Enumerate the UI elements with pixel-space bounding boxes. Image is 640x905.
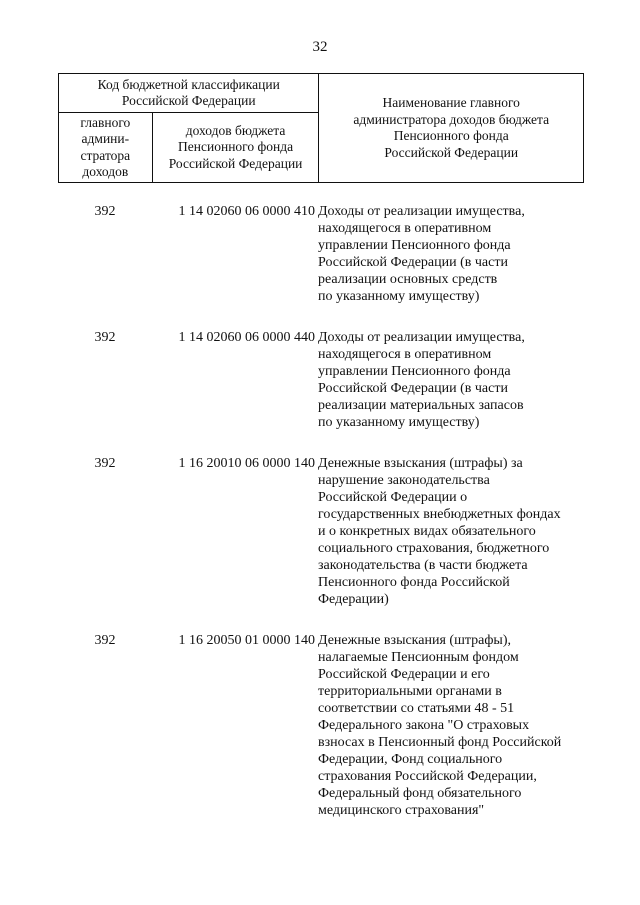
classification-title-line: Код бюджетной классификации bbox=[97, 76, 280, 92]
description-line: управлении Пенсионного фонда bbox=[318, 238, 511, 253]
description-line: по указанному имуществу) bbox=[318, 289, 480, 304]
description-line: реализации основных средств bbox=[318, 272, 498, 287]
row-description bbox=[318, 329, 586, 431]
admin-header-line: стратора bbox=[80, 147, 131, 163]
description-line: налагаемые Пенсионным фондом bbox=[318, 650, 519, 665]
name-header-line: Российской Федерации bbox=[384, 144, 519, 160]
description-line: страхования Российской Федерации, bbox=[318, 769, 537, 784]
description-line: Доходы от реализации имущества, bbox=[318, 330, 525, 345]
description-line: Российской Федерации о bbox=[318, 490, 468, 505]
income-rows bbox=[0, 203, 640, 843]
description-line: Денежные взыскания (штрафы) за bbox=[318, 456, 523, 471]
income-code: 1 14 02060 06 0000 410 bbox=[178, 204, 315, 219]
admin-header-line: доходов bbox=[82, 164, 129, 179]
income-code: 1 16 20010 06 0000 140 bbox=[178, 456, 315, 471]
income-code: 1 16 20050 01 0000 140 bbox=[178, 633, 315, 648]
income-header-line: доходов бюджета bbox=[185, 122, 286, 138]
page-number: 32 bbox=[312, 39, 328, 55]
description-line: государственных внебюджетных фондах bbox=[318, 507, 561, 522]
description-line: по указанному имуществу) bbox=[318, 415, 480, 430]
description-line: Российской Федерации и его bbox=[318, 667, 490, 682]
admin-code: 392 bbox=[94, 330, 116, 345]
description-line: Федерации) bbox=[318, 592, 389, 607]
description-line: Федерального закона "О страховых bbox=[318, 718, 530, 733]
description-line: реализации материальных запасов bbox=[318, 398, 524, 413]
description-line: Российской Федерации (в части bbox=[318, 381, 508, 396]
description-line: и о конкретных видах обязательного bbox=[318, 524, 536, 539]
description-line: соответствии со статьями 48 - 51 bbox=[318, 701, 515, 716]
name-header-line: Наименование главного bbox=[382, 95, 520, 110]
classification-header-table bbox=[58, 73, 584, 183]
row-description bbox=[318, 203, 586, 305]
row-description bbox=[318, 632, 586, 819]
admin-header-line: главного bbox=[80, 114, 131, 130]
income-header-line: Пенсионного фонда bbox=[178, 139, 294, 155]
table-row bbox=[0, 632, 640, 819]
description-line: территориальными органами в bbox=[318, 684, 502, 699]
description-line: управлении Пенсионного фонда bbox=[318, 364, 511, 379]
admin-code: 392 bbox=[94, 204, 116, 219]
description-line: Доходы от реализации имущества, bbox=[318, 204, 525, 219]
table-row bbox=[0, 329, 640, 431]
row-description bbox=[318, 455, 586, 608]
description-line: находящегося в оперативном bbox=[318, 221, 492, 236]
income-header-line: Российской Федерации bbox=[168, 155, 303, 171]
description-line: законодательства (в части бюджета bbox=[318, 558, 528, 573]
description-line: взносах в Пенсионный фонд Российской bbox=[318, 735, 562, 750]
table-row bbox=[0, 455, 640, 608]
name-header-line: администратора доходов бюджета bbox=[353, 111, 550, 127]
admin-header-line: админи- bbox=[81, 131, 130, 146]
description-line: Российской Федерации (в части bbox=[318, 255, 508, 270]
description-line: медицинского страхования" bbox=[318, 803, 485, 818]
income-code: 1 14 02060 06 0000 440 bbox=[178, 330, 315, 345]
classification-title-line: Российской Федерации bbox=[121, 93, 256, 108]
name-header-line: Пенсионного фонда bbox=[393, 128, 509, 143]
description-line: нарушение законодательства bbox=[318, 473, 490, 488]
description-line: Федеральный фонд обязательного bbox=[318, 786, 522, 801]
description-line: находящегося в оперативном bbox=[318, 347, 492, 362]
description-line: социального страхования, бюджетного bbox=[318, 541, 550, 556]
income-column-header bbox=[152, 113, 319, 183]
description-line: Федерации, Фонд социального bbox=[318, 752, 503, 767]
admin-code: 392 bbox=[94, 633, 116, 648]
description-line: Пенсионного фонда Российской bbox=[318, 575, 510, 590]
name-column-header bbox=[319, 74, 584, 183]
admin-column-header bbox=[59, 113, 153, 183]
description-line: Денежные взыскания (штрафы), bbox=[318, 633, 511, 648]
admin-code: 392 bbox=[94, 456, 116, 471]
table-row bbox=[0, 203, 640, 305]
classification-title-cell bbox=[59, 74, 319, 113]
